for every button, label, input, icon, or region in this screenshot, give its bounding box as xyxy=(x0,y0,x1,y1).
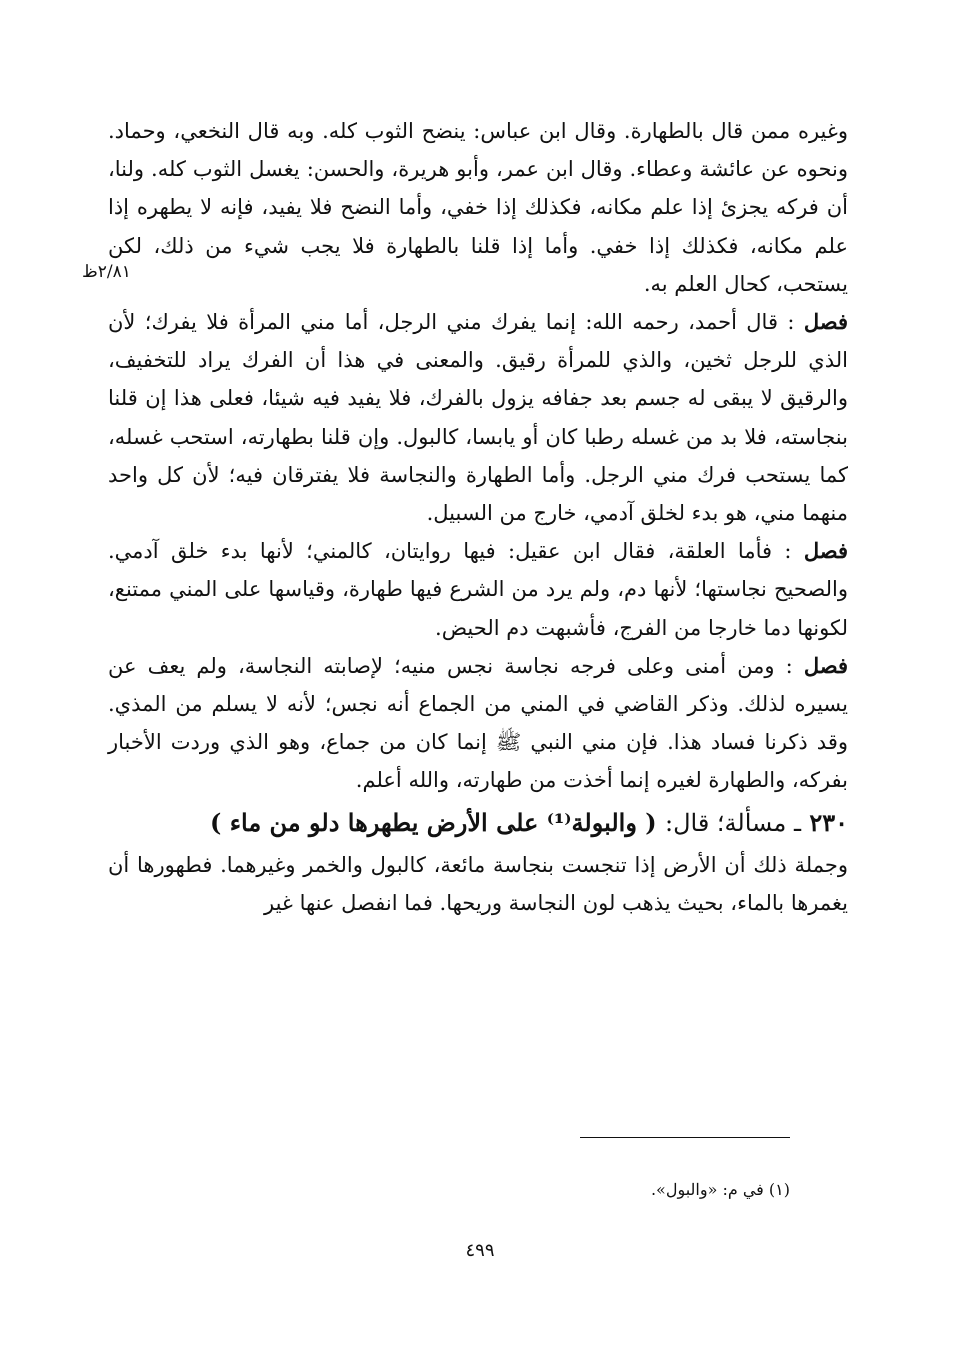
final-paragraph-text: وجملة ذلك أن الأرض إذا تنجست بنجاسة مائعة، كالبول والخمر وغيرهما. فطهورها أن يغمرها بالماء، بحيث يذهب لون النجاسة وريحها. فما انفصل عنها غير xyxy=(108,852,848,915)
paragraph-4 xyxy=(108,647,848,800)
paragraph-3-text: : فأما العلقة، فقال ابن عقيل: فيها روايتان، كالمني؛ لأنها بدء خلق آدمي. والصحيح نجاستها؛ لأنها دم، ولم يرد من الشرع فيها طهارة، وقياسها على المني ممتنع، لكونها دما خارجا من الفرج، فأشبهت دم الحيض. xyxy=(108,539,848,640)
masala-number: ٢٣٠ xyxy=(809,807,848,837)
masala-heading xyxy=(108,800,848,846)
manuscript-folio-note: ٢/٨١ظ xyxy=(82,262,131,282)
paragraph-2 xyxy=(108,303,848,532)
footnote: (١) في م: «والبول». xyxy=(650,1180,790,1199)
footnote-divider xyxy=(580,1137,790,1138)
masala-label: ـ مسألة؛ قال: xyxy=(664,808,801,837)
paragraph-4-text: : ومن أمنى وعلى فرجه نجاسة نجس منيه؛ لإصابته النجاسة، ولم يعف عن يسيره لذلك. وذكر القاضي في المني من الجماع أنه نجس؛ لأنه لا يسلم من المذي. وقد ذكرنا فساد هذا. فإن مني النبي ﷺ إنما كان من جماع، وهو الذي وردت الأخبار بفركه، والطهارة لغيره إنما أخذت من طهارته، والله أعلم. xyxy=(108,653,848,793)
paragraph-3 xyxy=(108,532,848,647)
page-body-text xyxy=(108,112,848,922)
section-lead-fasl: فصل xyxy=(803,652,849,678)
section-lead-fasl: فصل xyxy=(803,309,848,335)
masala-quote: ( والبولة⁽¹⁾ على الأرض يطهرها دلو من ماء ) xyxy=(210,807,657,837)
section-lead-fasl: فصل xyxy=(803,538,848,564)
page-number: ٤٩٩ xyxy=(465,1240,495,1261)
final-paragraph xyxy=(108,846,848,922)
paragraph-2-text: : قال أحمد، رحمه الله: إنما يفرك مني الرجل، أما مني المرأة فلا يفرك؛ لأن الذي للرجل ثخين، والذي للمرأة رقيق. والمعنى في هذا أن الفرك يراد للتخفيف، والرقيق لا يبقى له جسم بعد جفافه يزول بالفرك، فلا يفيد فيه شيئا، فعلى هذا إن قلنا بنجاسته، فلا بد من غسله رطبا كان أو يابسا، كالبول. وإن قلنا بطهارته، استحب غسله، كما يستحب فرك مني الرجل. وأما الطهارة والنجاسة فلا يفترقان فيه؛ لأن كل واحد منهما مني، هو بدء لخلق آدمي، خارج من السبيل. xyxy=(108,310,848,526)
paragraph-1-text: وغيره ممن قال بالطهارة. وقال ابن عباس: ينضح الثوب كله. وبه قال النخعي، وحماد. ونحوه عن عائشة وعطاء. وقال ابن عمر، وأبو هريرة، والحسن: يغسل الثوب كله. ولنا، أن فركه يجزئ إذا علم مكانه، فكذلك إذا خفي، وأما النضح فلا يفيد، فإنه لا يطهره إذا علم مكانه، فكذلك إذا خفي. وأما إذا قلنا بالطهارة فلا يجب شيء من ذلك، لكن يستحب، كحال العلم به. xyxy=(108,119,848,296)
paragraph-1 xyxy=(108,112,848,303)
